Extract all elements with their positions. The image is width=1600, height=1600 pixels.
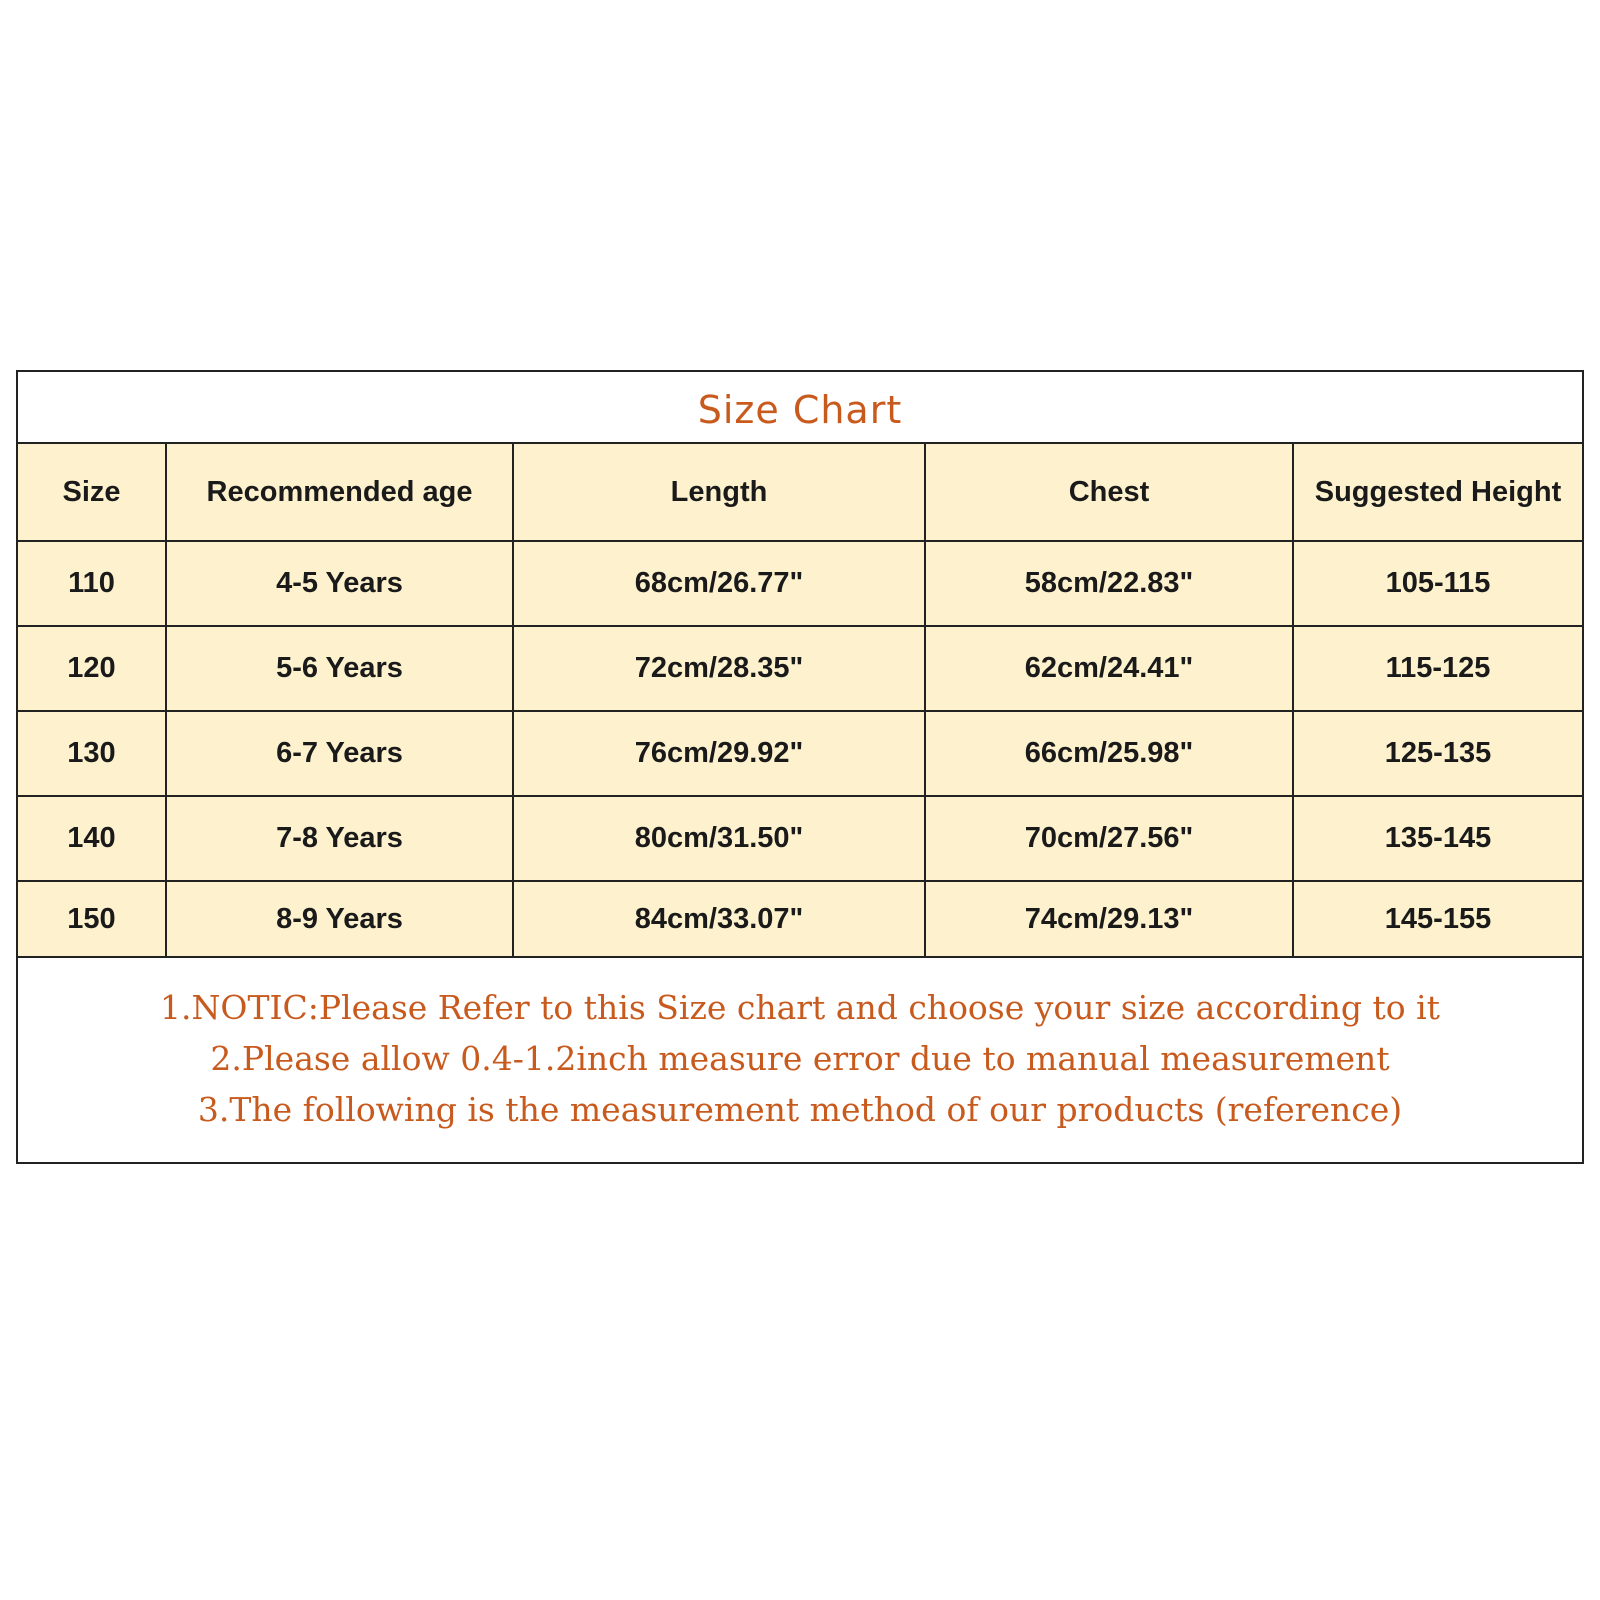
header-recommended-age: Recommended age [166, 444, 513, 541]
cell-height: 135-145 [1293, 796, 1582, 881]
cell-age: 8-9 Years [166, 881, 513, 957]
size-table [18, 444, 1582, 958]
table-row [18, 711, 1582, 796]
table-row [18, 881, 1582, 957]
note-line-3: 3.The following is the measurement method of our products (reference) [197, 1090, 1403, 1129]
cell-size: 150 [18, 881, 166, 957]
cell-age: 6-7 Years [166, 711, 513, 796]
note-line-1: 1.NOTIC:Please Refer to this Size chart and choose your size according to it [160, 988, 1440, 1027]
header-chest: Chest [925, 444, 1293, 541]
cell-height: 115-125 [1293, 626, 1582, 711]
note-line-2: 2.Please allow 0.4-1.2inch measure error due to manual measurement [210, 1039, 1390, 1078]
title-bar [18, 372, 1582, 444]
cell-height: 125-135 [1293, 711, 1582, 796]
cell-size: 140 [18, 796, 166, 881]
header-size: Size [18, 444, 166, 541]
cell-size: 120 [18, 626, 166, 711]
cell-age: 7-8 Years [166, 796, 513, 881]
cell-age: 4-5 Years [166, 541, 513, 626]
chart-title: Size Chart [697, 388, 903, 432]
header-length: Length [513, 444, 925, 541]
cell-length: 76cm/29.92" [513, 711, 925, 796]
cell-chest: 74cm/29.13" [925, 881, 1293, 957]
notes-section [18, 958, 1582, 1135]
header-row [18, 444, 1582, 541]
size-chart-panel [16, 370, 1584, 1164]
cell-chest: 62cm/24.41" [925, 626, 1293, 711]
cell-length: 72cm/28.35" [513, 626, 925, 711]
cell-length: 84cm/33.07" [513, 881, 925, 957]
table-row [18, 626, 1582, 711]
cell-size: 130 [18, 711, 166, 796]
cell-height: 105-115 [1293, 541, 1582, 626]
cell-chest: 58cm/22.83" [925, 541, 1293, 626]
header-suggested-height: Suggested Height [1293, 444, 1582, 541]
cell-chest: 66cm/25.98" [925, 711, 1293, 796]
cell-length: 68cm/26.77" [513, 541, 925, 626]
cell-length: 80cm/31.50" [513, 796, 925, 881]
cell-size: 110 [18, 541, 166, 626]
table-row [18, 796, 1582, 881]
cell-height: 145-155 [1293, 881, 1582, 957]
table-row [18, 541, 1582, 626]
cell-age: 5-6 Years [166, 626, 513, 711]
cell-chest: 70cm/27.56" [925, 796, 1293, 881]
